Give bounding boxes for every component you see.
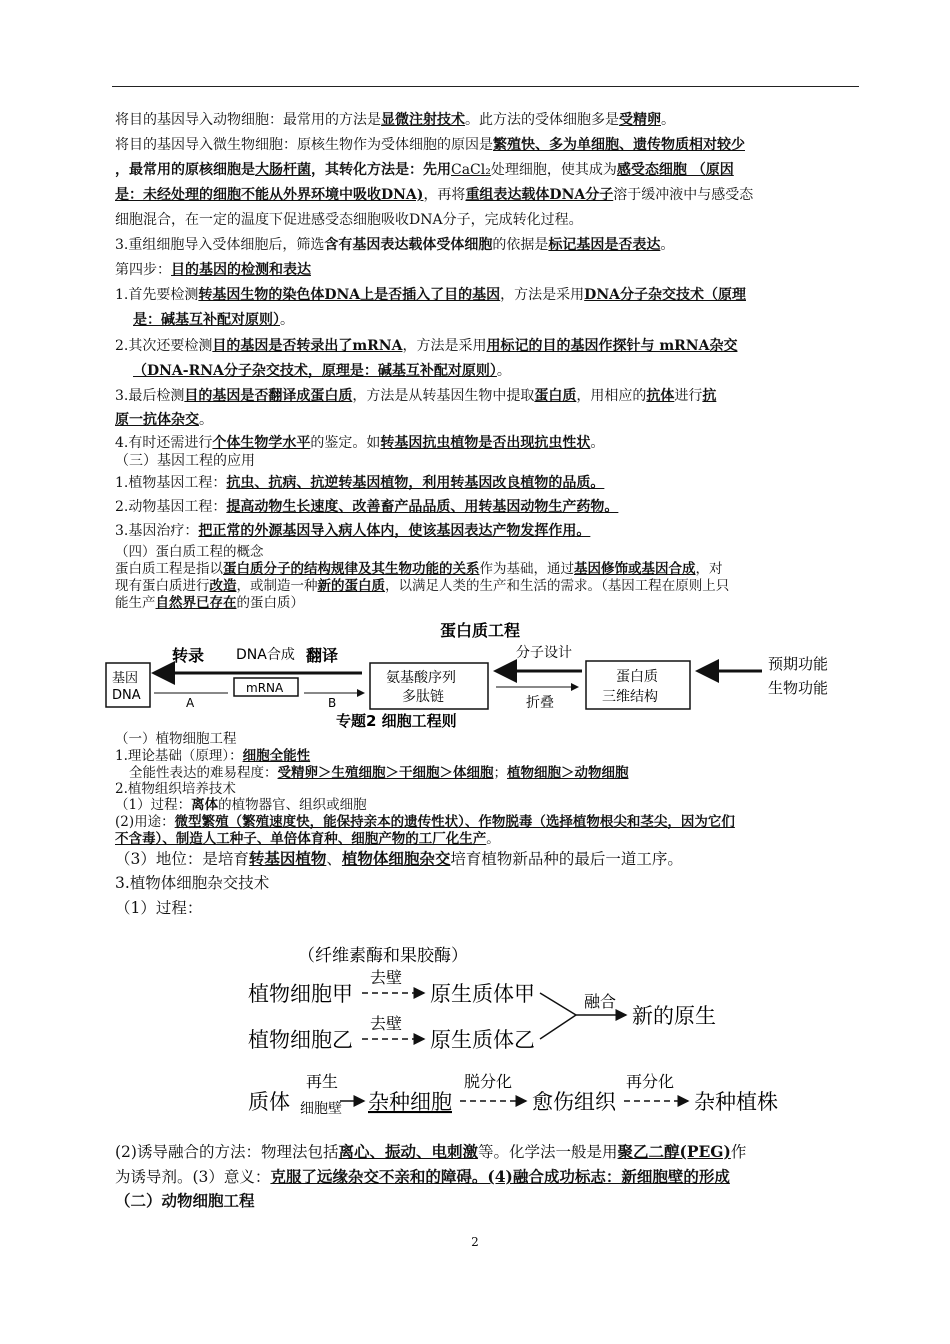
label-transcribe: 转录 xyxy=(172,646,205,665)
page-number: 2 xyxy=(471,1235,479,1249)
line-competent: 是：未经处理的细胞不能从外界环境中吸收DNA)，再将重组表达载体DNA分子溶于缓冲液中与感受态 xyxy=(115,187,754,203)
label-a: A xyxy=(186,696,195,710)
line-totipotency-order: 全能性表达的难易程度：受精卵＞生殖细胞＞干细胞＞体细胞；植物细胞＞动物细胞 xyxy=(129,765,629,781)
line-detect-protein-2: 原一抗体杂交。 xyxy=(115,412,213,428)
step-four-heading: 第四步：目的基因的检测和表达 xyxy=(115,262,311,278)
line-somatic-hybrid: 3.植物体细胞杂交技术 xyxy=(115,874,270,892)
rediff-label: 再分化 xyxy=(626,1072,675,1091)
line-plant-gene: 1.植物基因工程：抗虫、抗病、抗逆转基因植物，利用转基因改良植物的品质。 xyxy=(115,475,605,491)
section-animal-cell-eng: （二）动物细胞工程 xyxy=(115,1191,255,1210)
line-tc-process: （1）过程：离体的植物器官、组织或细胞 xyxy=(115,797,367,813)
line-gene-therapy: 3.基因治疗：把正常的外源基因导入病人体内，使该基因表达产物发挥作用。 xyxy=(115,523,591,539)
remove-wall-a: 去壁 xyxy=(370,968,403,987)
polypeptide-label: 多肽链 xyxy=(402,689,444,705)
line-detect-protein: 3.最后检测目的基因是否翻译成蛋白质，方法是从转基因生物中提取蛋白质，用相应的抗体进行抗 xyxy=(115,388,717,404)
hybrid-plant: 杂种植株 xyxy=(694,1090,778,1114)
protoplast-end: 质体 xyxy=(248,1090,290,1114)
protein-label: 蛋白质 xyxy=(616,669,658,685)
line-screening: 3.重组细胞导入受体细胞后，筛选含有基因表达载体受体细胞的依据是标记基因是否表达。 xyxy=(115,237,675,253)
fuse-label: 融合 xyxy=(584,992,617,1011)
line-tc-uses-2: 不含毒）、制造人工种子、单倍体育种、细胞产物的工厂化生产。 xyxy=(115,831,500,847)
gene-label: 基因 xyxy=(112,671,139,686)
remove-wall-b: 去壁 xyxy=(370,1014,403,1033)
dediff-label: 脱分化 xyxy=(464,1072,513,1091)
line-significance: 为诱导剂。(3）意义：克服了远缘杂交不亲和的障碍。(4)融合成功标志：新细胞壁的形成 xyxy=(115,1167,730,1186)
dna-label: DNA xyxy=(112,688,141,703)
line-animal-gene: 2.动物基因工程：提高动物生长速度、改善畜产品品质、用转基因动物生产药物。 xyxy=(115,499,619,515)
new-protoplast: 新的原生 xyxy=(632,1004,716,1028)
line-process-label: （1）过程： xyxy=(115,899,203,917)
enzyme-label: （纤维素酶和果胶酶） xyxy=(298,946,468,966)
section-protein-eng: （四）蛋白质工程的概念 xyxy=(115,544,264,560)
biological-function-label: 生物功能 xyxy=(768,679,829,697)
line-transform: 细胞混合，在一定的温度下促进感受态细胞吸收DNA分子，完成转化过程。 xyxy=(115,212,583,228)
line-microbe-cell: 将目的基因导入微生物细胞：原核生物作为受体细胞的原因是繁殖快、多为单细胞、遗传物质相对较少 xyxy=(115,137,745,153)
line-protein-def-3: 能生产自然界已存在的蛋白质） xyxy=(115,595,304,611)
line-tc-status: （3）地位：是培育转基因植物、植物体细胞杂交培育植物新品种的最后一道工序。 xyxy=(115,849,683,868)
line-individual-level: 4.有时还需进行个体生物学水平的鉴定。如转基因抗虫植物是否出现抗虫性状。 xyxy=(115,435,605,451)
protoplast-a: 原生质体甲 xyxy=(430,982,535,1006)
mrna-label: mRNA xyxy=(246,681,284,695)
fuse-line-a xyxy=(540,993,576,1015)
header-rule xyxy=(112,86,859,87)
section-gene-applications: （三）基因工程的应用 xyxy=(115,453,255,469)
label-molecular-design: 分子设计 xyxy=(516,645,572,661)
label-dna-synthesis: DNA合成 xyxy=(236,647,295,663)
section-plant-cell-eng: （一）植物细胞工程 xyxy=(115,731,237,747)
structure-label: 三维结构 xyxy=(602,689,658,705)
line-prokaryote: ，最常用的原核细胞是大肠杆菌，其转化方法是：先用CaCl₂处理细胞，使其成为感受态细胞 （原因 xyxy=(115,162,734,178)
expected-function-label: 预期功能 xyxy=(768,655,829,673)
hybrid-cell: 杂种细胞 xyxy=(368,1090,452,1114)
line-tissue-culture: 2.植物组织培养技术 xyxy=(115,781,236,797)
line-detect-mrna: 2.其次还要检测目的基因是否转录出了mRNA，方法是采用用标记的目的基因作探针与 mRNA杂交 xyxy=(115,338,738,354)
line-detect-mrna-2: （DNA-RNA分子杂交技术，原理是：碱基互补配对原则）。 xyxy=(133,363,511,379)
line-detect-dna-2: 是：碱基互补配对原则）。 xyxy=(133,312,294,328)
label-b: B xyxy=(328,696,337,710)
protein-engineering-diagram xyxy=(100,615,860,735)
fuse-line-b xyxy=(540,1015,576,1039)
regen-label-1: 再生 xyxy=(306,1072,339,1091)
diagram-title: 蛋白质工程 xyxy=(440,621,521,640)
line-fusion-methods: (2)诱导融合的方法：物理法包括离心、振动、电刺激等。化学法一般是用聚乙二醇(PEG)作 xyxy=(115,1142,747,1161)
line-detect-dna: 1.首先要检测转基因生物的染色体DNA上是否插入了目的基因，方法是采用DNA分子杂交技术（原理 xyxy=(115,287,746,303)
line-protein-def-2: 现有蛋白质进行改造，或制造一种新的蛋白质，以满足人类的生产和生活的需求。（基因工程在原则上只 xyxy=(115,578,730,594)
plant-cell-a: 植物细胞甲 xyxy=(248,982,353,1006)
line-animal-cell: 将目的基因导入动物细胞：最常用的方法是显微注射技术。此方法的受体细胞多是受精卵。 xyxy=(115,112,675,128)
label-fold: 折叠 xyxy=(526,695,554,711)
regen-label-2: 细胞壁 xyxy=(300,1101,342,1117)
plant-cell-b: 植物细胞乙 xyxy=(248,1028,353,1052)
label-translate: 翻译 xyxy=(306,646,339,665)
line-theory-basis: 1.理论基础（原理）：细胞全能性 xyxy=(115,748,311,764)
callus: 愈伤组织 xyxy=(532,1090,616,1114)
somatic-hybrid-diagram xyxy=(240,935,800,1125)
protoplast-b: 原生质体乙 xyxy=(430,1028,535,1052)
amino-acid-label: 氨基酸序列 xyxy=(386,670,456,686)
line-tc-uses: (2)用途：微型繁殖（繁殖速度快，能保持亲本的遗传性状）、作物脱毒（选择植物根尖和茎尖，因为它们 xyxy=(115,814,735,830)
line-protein-def: 蛋白质工程是指以蛋白质分子的结构规律及其生物功能的关系作为基础，通过基因修饰或基因合成，对 xyxy=(115,561,723,577)
chapter-title-overlay: 专题2 细胞工程则 xyxy=(336,712,457,730)
